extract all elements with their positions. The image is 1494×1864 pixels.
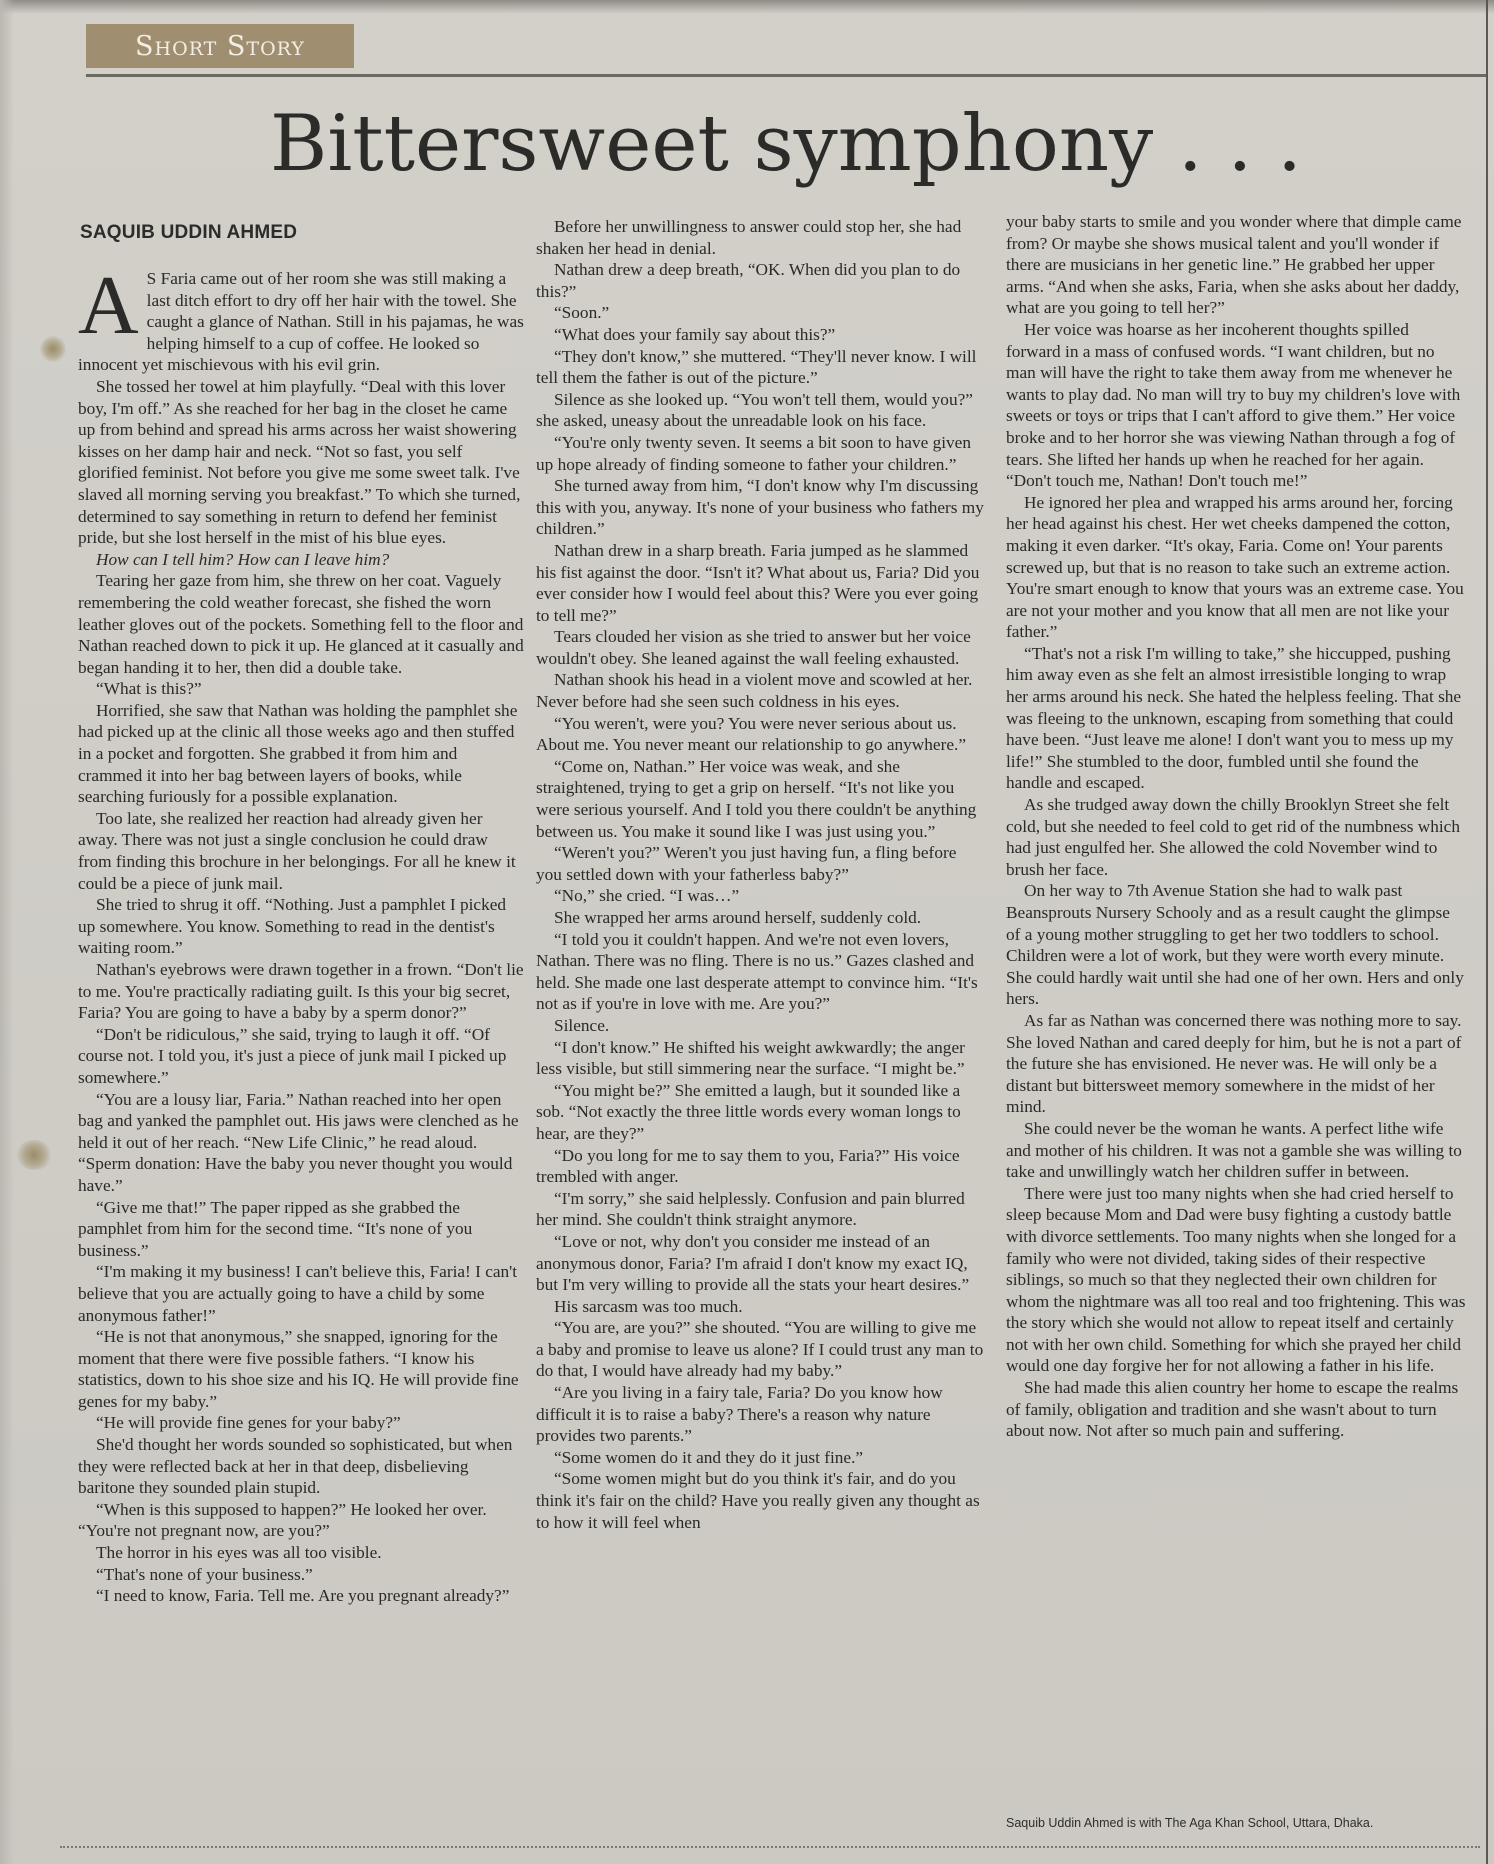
- paragraph: His sarcasm was too much.: [554, 1296, 743, 1316]
- paragraph: She turned away from him, “I don't know why I'm discussing this with you, anyway. It's none of your business who fathers my children.”: [536, 476, 984, 539]
- paragraph: Tears clouded her vision as she tried to answer but her voice wouldn't obey. She leaned against the wall feeling exhausted.: [536, 627, 971, 668]
- paragraph: “They don't know,” she muttered. “They'll never know. I will tell them the father is out of the picture.”: [536, 346, 977, 388]
- paragraph: As far as Nathan was concerned there was nothing more to say. She loved Nathan and cared deeply for him, but he is not a part of the future she has envisioned. He never was. He will only be a distant but bittersweet memory somewhere in the midst of her mind.: [1006, 1010, 1462, 1117]
- paragraph: “Come on, Nathan.” Her voice was weak, and she straightened, trying to get a grip on herself. “It's not like you were serious yourself. And I told you there couldn't be anything between us. You make it sound like I was just using you.”: [536, 756, 977, 841]
- header-rule: [86, 74, 1486, 77]
- paragraph: Nathan's eyebrows were drawn together in a frown. “Don't lie to me. You're practically radiating guilt. Is this your big secret, Faria? You are going to have a baby by a sperm donor?”: [78, 960, 524, 1023]
- paragraph: “Weren't you?” Weren't you just having fun, a fling before you settled down with your fatherless baby?”: [536, 843, 957, 884]
- paragraph: “You might be?” She emitted a laugh, but it sounded like a sob. “Not exactly the three little words every woman longs to hear, are they?”: [536, 1080, 961, 1143]
- paragraph: Before her unwillingness to answer could stop her, she had shaken her head in denial.: [536, 217, 962, 258]
- author-credit: Saquib Uddin Ahmed is with The Aga Khan School, Uttara, Dhaka.: [1006, 1816, 1374, 1830]
- headline: Bittersweet symphony . . .: [270, 99, 1302, 189]
- paragraph: “What is this?”: [96, 679, 202, 699]
- paragraph: Too late, she realized her reaction had already given her away. There was not just a single conclusion he could draw from finding this brochure in her belongings. For all he knew it could be a piece of junk mail.: [78, 808, 516, 893]
- paragraph: Silence as she looked up. “You won't tell them, would you?” she asked, uneasy about the unreadable look on his face.: [536, 389, 973, 431]
- paragraph: The horror in his eyes was all too visible.: [96, 1543, 382, 1563]
- byline: SAQUIB UDDIN AHMED: [80, 222, 298, 243]
- section-tag: Short Story: [86, 24, 354, 68]
- paragraph: Nathan shook his head in a violent move and scowled at her. Never before had she seen such coldness in his eyes.: [536, 670, 973, 712]
- page-top-shadow: [0, 0, 1494, 14]
- paragraph: Her voice was hoarse as her incoherent thoughts spilled forward in a mass of confused words. “I want children, but no man will have the right to take them away from me whenever he wants to play dad. No man will try to buy my children's love with sweets or toys or trips that I can't afford to give them.” Her voice broke and to her horror she was viewing Nathan through a fog of tears. She lifted her hands up when he reached for her again. “Don't touch me, Nathan! Don't touch me!”: [1006, 319, 1461, 491]
- paragraph: “That's not a risk I'm willing to take,” she hiccupped, pushing him away even as she felt an almost irresistible longing to wrap her arms around his neck. She hated the helpless feeling. That she was fleeing to the unknown, escaping from something that could have been. “Just leave me alone! I don't want you to mess up my life!” She stumbled to the door, fumbled until she found the handle and escaped.: [1006, 643, 1462, 793]
- paragraph: “You weren't, were you? You were never serious about us. About me. You never meant our relationship to go anywhere.”: [536, 713, 967, 755]
- paragraph: “Some women do it and they do it just fine.”: [554, 1447, 864, 1467]
- paragraph: She could never be the woman he wants. A perfect lithe wife and mother of his children. It was not a gamble she was willing to take and unwillingly watch her children suffer in between.: [1006, 1118, 1462, 1182]
- paragraph: Nathan drew a deep breath, “OK. When did you plan to do this?”: [536, 260, 961, 301]
- paragraph: “I told you it couldn't happen. And we're not even lovers, Nathan. There was no fling. There is no us.” Gazes clashed and held. She made one last desperate attempt to convince him. “It's not as if you're in love with me. Are you?”: [536, 929, 978, 1014]
- paragraph: “You are, are you?” she shouted. “You are willing to give me a baby and promise to leave us alone? If I could trust any man to do that, I would have already had my baby.”: [536, 1318, 984, 1381]
- paragraph: “Soon.”: [554, 303, 610, 323]
- paragraph: “When is this supposed to happen?” He looked her over. “You're not pregnant now, are you?”: [78, 1499, 487, 1541]
- paragraph: As she trudged away down the chilly Brooklyn Street she felt cold, but she needed to feel cold to get rid of the numbness which had just engulfed her. She allowed the cold November wind to brush her face.: [1006, 795, 1460, 879]
- paragraph: your baby starts to smile and you wonder where that dimple came from? Or maybe she shows musical talent and you'll wonder if there are musicians in her genetic line.” He grabbed her upper arms. “And when she asks, Faria, when she asks about her daddy, what are you going to tell her?”: [1006, 212, 1462, 318]
- paragraph: Horrified, she saw that Nathan was holding the pamphlet she had picked up at the clinic all those weeks ago and then stuffed in a pocket and forgotten. She grabbed it from him and crammed it into her bag between layers of books, while searching furiously for a possible explanation.: [78, 700, 518, 807]
- paragraph: He ignored her plea and wrapped his arms around her, forcing her head against his chest. Her wet cheeks dampened the cotton, making it even darker. “It's okay, Faria. Come on! Your parents screwed up, but that is no reason to take such an extreme action. You're smart enough to know that yours was an extreme case. You are not your mother and you know that all men are not like your father.”: [1006, 492, 1464, 642]
- paragraph: She had made this alien country her home to escape the realms of family, obligation and tradition and she wasn't about to turn about now. Not after so much pain and suffering.: [1006, 1378, 1459, 1441]
- paragraph: “Give me that!” The paper ripped as she grabbed the pamphlet from him for the second time. “It's none of you business.”: [78, 1197, 473, 1260]
- paragraph: “Do you long for me to say them to you, Faria?” His voice trembled with anger.: [536, 1145, 960, 1187]
- paragraph-italic: How can I tell him? How can I leave him?: [96, 549, 390, 569]
- paragraph: Nathan drew in a sharp breath. Faria jumped as he slammed his fist against the door. “Isn't it? What about us, Faria? Did you ever consider how I would feel about this? Were you ever going to tell me?”: [536, 540, 980, 625]
- paragraph: “Don't be ridiculous,” she said, trying to laugh it off. “Of course not. I told you, it's just a piece of junk mail I picked up somewhere.”: [78, 1024, 507, 1087]
- paragraph: “Are you living in a fairy tale, Faria? Do you know how difficult it is to raise a baby? There's a reason why nature provides two parents.”: [536, 1383, 943, 1446]
- paragraph: “You are a lousy liar, Faria.” Nathan reached into her open bag and yanked the pamphlet out. His jaws were clenched as he held it out of her reach. “New Life Clinic,” he read aloud. “Sperm donation: Have the baby you never thought you would have.”: [78, 1089, 519, 1195]
- paragraph: “What does your family say about this?”: [554, 324, 836, 344]
- page-left-edge: [0, 0, 14, 1864]
- paragraph: Silence.: [554, 1015, 610, 1035]
- paragraph: “Some women might but do you think it's fair, and do you think it's fair on the child? Have you really given any thought as to how it will feel when: [536, 1469, 980, 1532]
- paragraph: “He is not that anonymous,” she snapped, ignoring for the moment that there were five possible fathers. “I know his statistics, down to his shoe size and his IQ. He will provide fine genes for my baby.”: [78, 1327, 519, 1411]
- column-border-line: [1486, 0, 1488, 1864]
- story-column-3: [1006, 211, 1466, 1442]
- paper-stain: [40, 336, 66, 362]
- paragraph: There were just too many nights when she had cried herself to sleep because Mom and Dad were busy fighting a custody battle with divorce settlements. Too many nights when she longed for a family who were not divided, taking sides of their respective siblings, so much so that they neglected their own children for whom the nightmare was all too real and too frightening. This was the story which she would not allow to repeat itself and certainly not with her own child. Something for which she prayed her child would one day forgive her for not allowing a father in his life.: [1006, 1183, 1466, 1376]
- paper-stain: [16, 1140, 52, 1170]
- paragraph: “I'm making it my business! I can't believe this, Faria! I can't believe that you are actually going to have a child by some anonymous father!”: [78, 1262, 518, 1325]
- paragraph: She tried to shrug it off. “Nothing. Just a pamphlet I picked up somewhere. You know. Something to read in the dentist's waiting room.”: [78, 895, 507, 958]
- story-column-1: [78, 259, 524, 1607]
- paragraph: “That's none of your business.”: [96, 1564, 313, 1584]
- paragraph: A S Faria came out of her room she was still making a last ditch effort to dry off her hair with the towel. She caught a glance of Nathan. Still in his pajamas, he was helping himself to a cup of coffee. He looked so innocent yet mischievous with his evil grin.: [78, 259, 524, 375]
- paragraph: “I need to know, Faria. Tell me. Are you pregnant already?”: [96, 1586, 510, 1606]
- dotted-rule: [60, 1846, 1480, 1848]
- paragraph: Tearing her gaze from him, she threw on her coat. Vaguely remembering the cold weather forecast, she fished the worn leather gloves out of the pockets. Something fell to the floor and Nathan reached down to pick it up. He glanced at it casually and began handing it to her, then did a double take.: [78, 571, 524, 677]
- paragraph: “I don't know.” He shifted his weight awkwardly; the anger less visible, but still simmering near the surface. “I might be.”: [536, 1037, 965, 1079]
- paragraph: “I'm sorry,” she said helplessly. Confusion and pain blurred her mind. She couldn't think straight anymore.: [536, 1188, 965, 1230]
- drop-cap: A: [78, 259, 139, 352]
- paragraph: She wrapped her arms around herself, suddenly cold.: [554, 908, 922, 927]
- paragraph: She tossed her towel at him playfully. “Deal with this lover boy, I'm off.” As she reached for her bag in the closet he came up from behind and spread his arms across her waist showering kisses on her damp hair and neck. “Not so fast, you self glorified feminist. Not before you give me some sweet talk. I've slaved all morning serving you breakfast.” To which she turned, determined to say something in return to defend her feminist pride, but she lost herself in the mist of his blue eyes.: [78, 376, 521, 548]
- paragraph: “He will provide fine genes for your baby?”: [96, 1413, 401, 1433]
- story-column-2: [536, 216, 986, 1533]
- paragraph: On her way to 7th Avenue Station she had to walk past Beansprouts Nursery Schooly and as a result caught the glimpse of a young mother struggling to get her two toddlers to school. Children were a lot of work, but they were worth every minute. She could hardly wait until she had one of her own. Hers and only hers.: [1006, 881, 1464, 1009]
- paragraph: “No,” she cried. “I was…”: [554, 886, 740, 906]
- paragraph: “Love or not, why don't you consider me instead of an anonymous donor, Faria? I'm afraid I don't know my exact IQ, but I'm very willing to provide all the stats your heart desires.”: [536, 1231, 970, 1295]
- paragraph: “You're only twenty seven. It seems a bit soon to have given up hope already of finding someone to father your children.”: [536, 432, 971, 474]
- paragraph: She'd thought her words sounded so sophisticated, but when they were reflected back at her in that deep, disbelieving baritone they sounded plain stupid.: [78, 1435, 513, 1498]
